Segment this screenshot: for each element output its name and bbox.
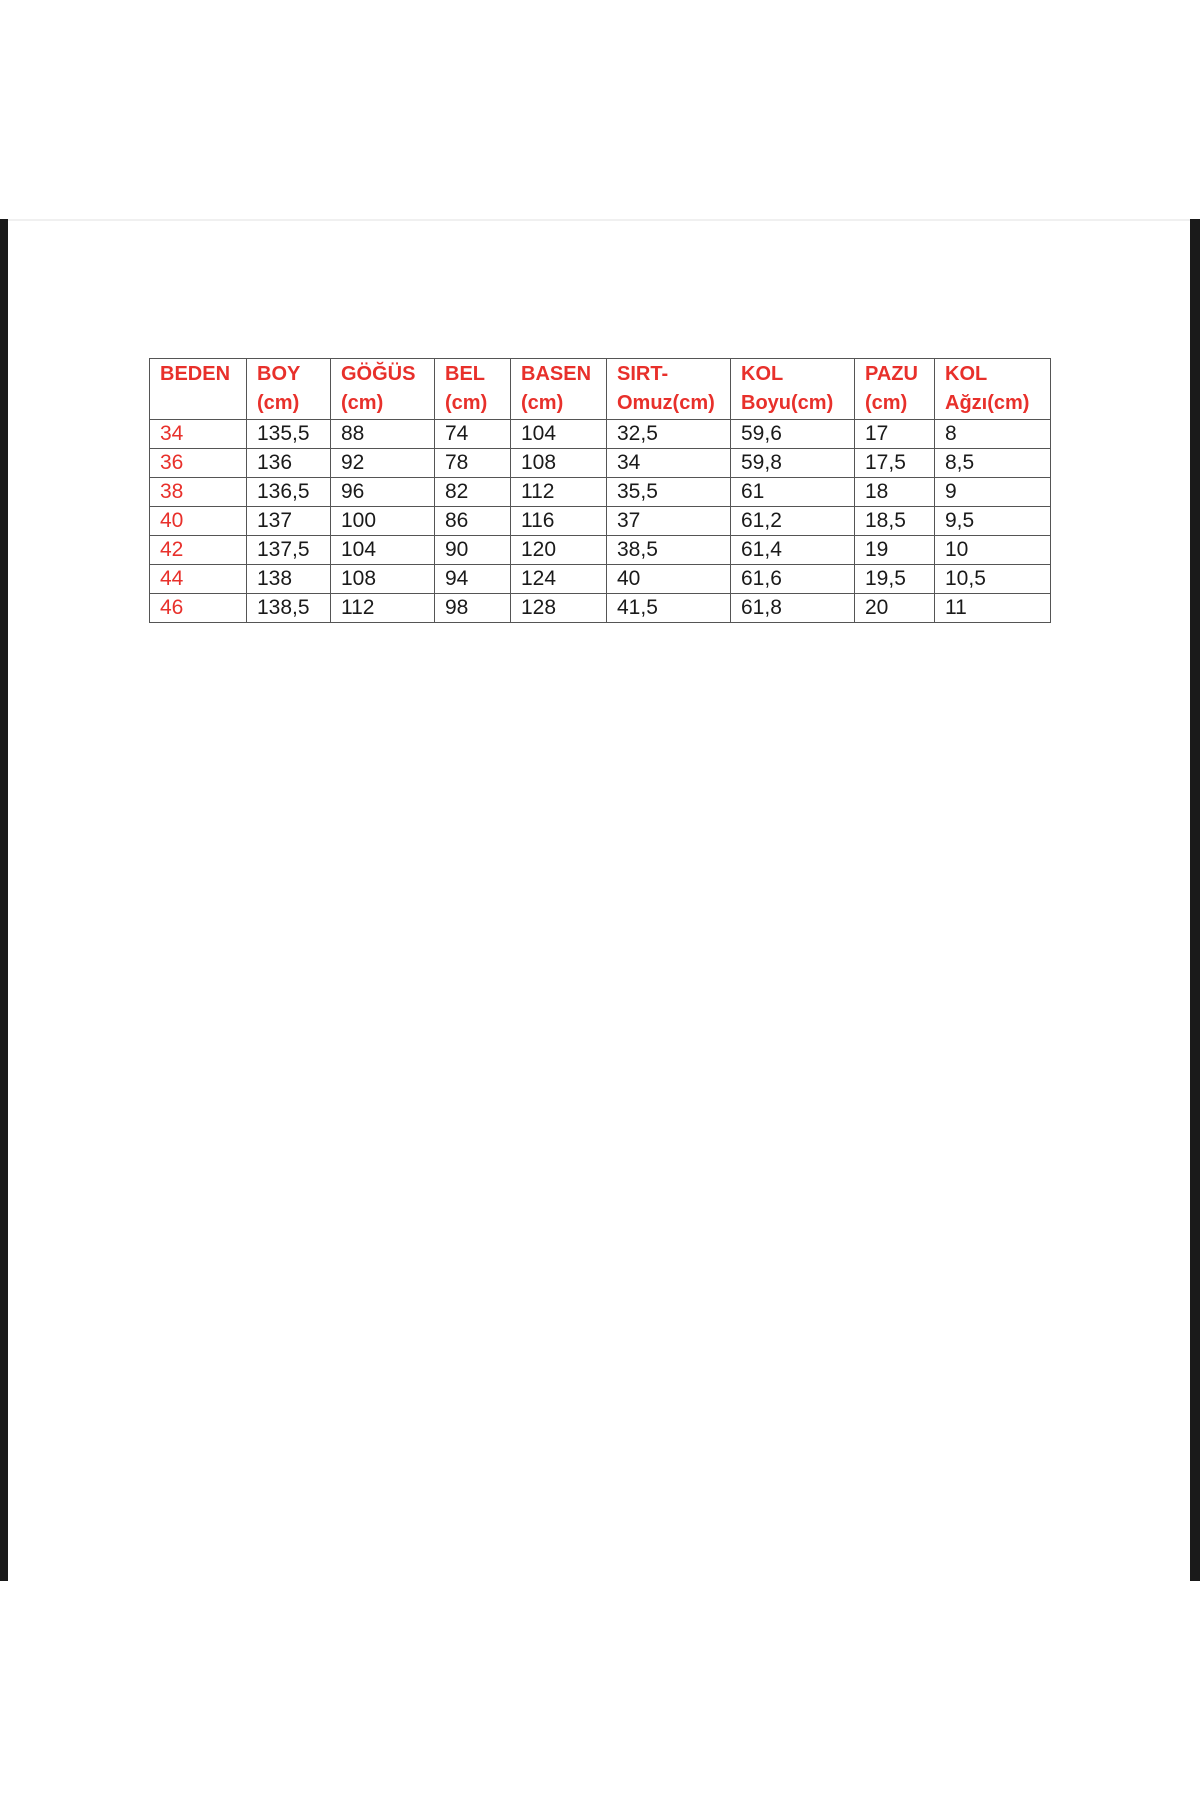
header-kol-boyu: KOL Boyu(cm) (731, 359, 855, 420)
table-cell: 92 (331, 449, 435, 478)
table-cell: 19 (855, 536, 935, 565)
table-cell: 138,5 (247, 594, 331, 623)
table-row (150, 449, 1051, 478)
header-bel: BEL (cm) (435, 359, 511, 420)
table-cell: 128 (511, 594, 607, 623)
table-cell: 96 (331, 478, 435, 507)
table-cell: 112 (511, 478, 607, 507)
table-cell: 112 (331, 594, 435, 623)
table-cell: 104 (331, 536, 435, 565)
size-cell: 42 (150, 536, 247, 565)
table-cell: 116 (511, 507, 607, 536)
table-cell: 34 (607, 449, 731, 478)
table-cell: 10,5 (935, 565, 1051, 594)
table-cell: 10 (935, 536, 1051, 565)
table-cell: 94 (435, 565, 511, 594)
table-cell: 137,5 (247, 536, 331, 565)
table-cell: 138 (247, 565, 331, 594)
table-cell: 37 (607, 507, 731, 536)
table-cell: 137 (247, 507, 331, 536)
table-cell: 38,5 (607, 536, 731, 565)
table-cell: 17 (855, 420, 935, 449)
table-cell: 41,5 (607, 594, 731, 623)
table-cell: 90 (435, 536, 511, 565)
table-cell: 74 (435, 420, 511, 449)
header-gogus: GÖĞÜS (cm) (331, 359, 435, 420)
header-basen: BASEN (cm) (511, 359, 607, 420)
table-cell: 136 (247, 449, 331, 478)
header-pazu: PAZU (cm) (855, 359, 935, 420)
table-row (150, 507, 1051, 536)
frame-top-shade (8, 219, 1190, 221)
table-cell: 136,5 (247, 478, 331, 507)
table-cell: 61 (731, 478, 855, 507)
size-chart-table (149, 358, 1051, 623)
header-boy: BOY (cm) (247, 359, 331, 420)
frame-edge-left (0, 219, 8, 1581)
table-cell: 11 (935, 594, 1051, 623)
table-cell: 61,6 (731, 565, 855, 594)
table-cell: 135,5 (247, 420, 331, 449)
size-cell: 38 (150, 478, 247, 507)
table-cell: 104 (511, 420, 607, 449)
table-cell: 40 (607, 565, 731, 594)
table-cell: 61,4 (731, 536, 855, 565)
table-cell: 20 (855, 594, 935, 623)
table-cell: 108 (511, 449, 607, 478)
table-cell: 8 (935, 420, 1051, 449)
size-cell: 46 (150, 594, 247, 623)
table-cell: 18 (855, 478, 935, 507)
header-row (150, 359, 1051, 420)
table-cell: 9 (935, 478, 1051, 507)
table-row (150, 478, 1051, 507)
table-cell: 61,2 (731, 507, 855, 536)
table-cell: 32,5 (607, 420, 731, 449)
table-row (150, 594, 1051, 623)
table-row (150, 565, 1051, 594)
table-cell: 108 (331, 565, 435, 594)
size-cell: 44 (150, 565, 247, 594)
table-cell: 19,5 (855, 565, 935, 594)
table-cell: 61,8 (731, 594, 855, 623)
table-cell: 59,6 (731, 420, 855, 449)
size-cell: 36 (150, 449, 247, 478)
table-cell: 59,8 (731, 449, 855, 478)
table-cell: 18,5 (855, 507, 935, 536)
table-cell: 78 (435, 449, 511, 478)
size-cell: 40 (150, 507, 247, 536)
table-cell: 88 (331, 420, 435, 449)
table-cell: 86 (435, 507, 511, 536)
table-row (150, 420, 1051, 449)
size-cell: 34 (150, 420, 247, 449)
table-row (150, 536, 1051, 565)
table-cell: 17,5 (855, 449, 935, 478)
header-sirt-omuz: SIRT- Omuz(cm) (607, 359, 731, 420)
table-cell: 9,5 (935, 507, 1051, 536)
table-cell: 100 (331, 507, 435, 536)
frame-edge-right (1190, 219, 1200, 1581)
table-cell: 98 (435, 594, 511, 623)
table-cell: 8,5 (935, 449, 1051, 478)
table-cell: 35,5 (607, 478, 731, 507)
table-cell: 124 (511, 565, 607, 594)
header-beden: BEDEN (150, 359, 247, 420)
header-kol-agzi: KOL Ağzı(cm) (935, 359, 1051, 420)
table-cell: 82 (435, 478, 511, 507)
table-cell: 120 (511, 536, 607, 565)
